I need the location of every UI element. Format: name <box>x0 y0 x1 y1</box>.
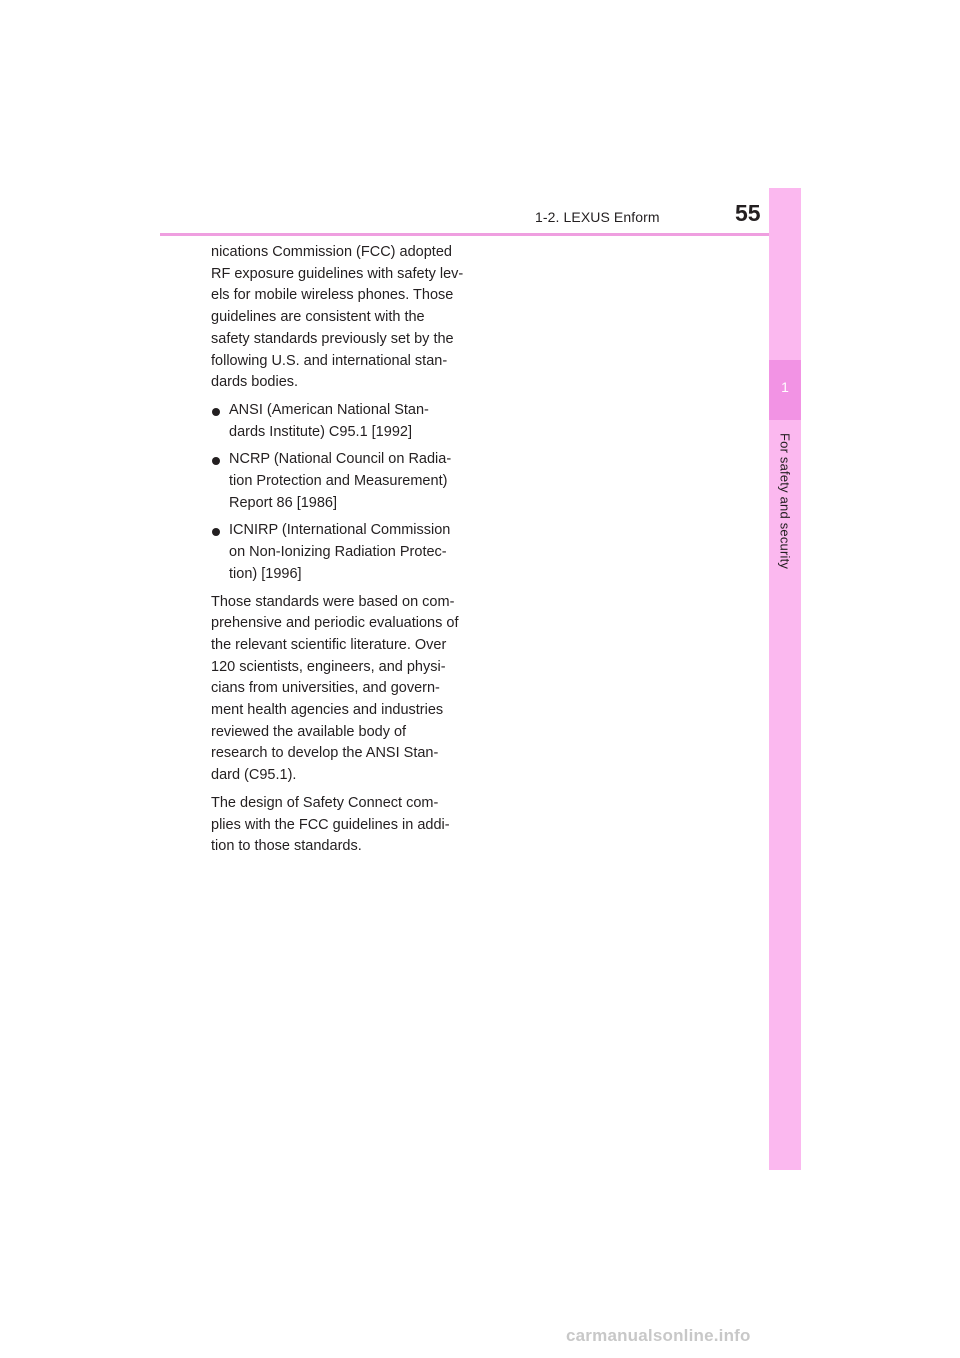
text-line: tion) [1996] <box>229 565 302 582</box>
page-number: 55 <box>735 200 761 226</box>
text-line: cians from universities, and govern- <box>211 680 440 697</box>
text-line: dards bodies. <box>211 374 299 391</box>
text-line: prehensive and periodic evaluations of <box>211 615 459 632</box>
text-line: on Non-Ionizing Radiation Protec- <box>229 544 447 561</box>
standards-list <box>211 400 469 586</box>
text-line: plies with the FCC guidelines in addi- <box>211 816 450 833</box>
standards-paragraph <box>211 592 469 787</box>
text-line: RF exposure guidelines with safety lev- <box>211 265 464 282</box>
text-line: 120 scientists, engineers, and physi- <box>211 658 446 675</box>
bullet-icon <box>212 457 220 465</box>
text-line: reviewed the available body of <box>211 723 407 740</box>
header-rule <box>160 233 769 236</box>
text-line: Those standards were based on com- <box>211 593 455 610</box>
bullet-icon <box>212 408 220 416</box>
chapter-title: For safety and security <box>777 433 793 570</box>
text-line: ICNIRP (International Commission <box>229 522 451 539</box>
text-line: the relevant scientific literature. Over <box>211 636 447 653</box>
compliance-paragraph <box>211 793 469 858</box>
text-line: research to develop the ANSI Stan- <box>211 745 439 762</box>
text-line: dards Institute) C95.1 [1992] <box>229 423 412 440</box>
text-line: following U.S. and international stan- <box>211 352 448 369</box>
list-item <box>211 400 469 443</box>
list-item <box>211 520 469 585</box>
section-header: 1-2. LEXUS Enform <box>535 209 660 225</box>
bullet-icon <box>212 528 220 536</box>
body-text <box>211 242 469 864</box>
text-line: dard (C95.1). <box>211 767 297 784</box>
text-line: safety standards previously set by the <box>211 330 454 347</box>
text-line: tion to those standards. <box>211 838 362 855</box>
text-line: Report 86 [1986] <box>229 494 338 511</box>
text-line: ANSI (American National Stan- <box>229 401 429 418</box>
text-line: els for mobile wireless phones. Those <box>211 287 454 304</box>
chapter-number: 1 <box>781 379 789 395</box>
list-item <box>211 449 469 514</box>
text-line: NCRP (National Council on Radia- <box>229 451 452 468</box>
chapter-side-tab <box>769 188 801 1170</box>
text-line: nications Commission (FCC) adopted <box>211 244 452 260</box>
text-line: The design of Safety Connect com- <box>211 794 439 811</box>
text-line: tion Protection and Measurement) <box>229 473 448 490</box>
watermark: carmanualsonline.info <box>566 1326 751 1345</box>
text-line: guidelines are consistent with the <box>211 309 425 326</box>
intro-paragraph <box>211 242 469 394</box>
text-line: ment health agencies and industries <box>211 702 444 719</box>
